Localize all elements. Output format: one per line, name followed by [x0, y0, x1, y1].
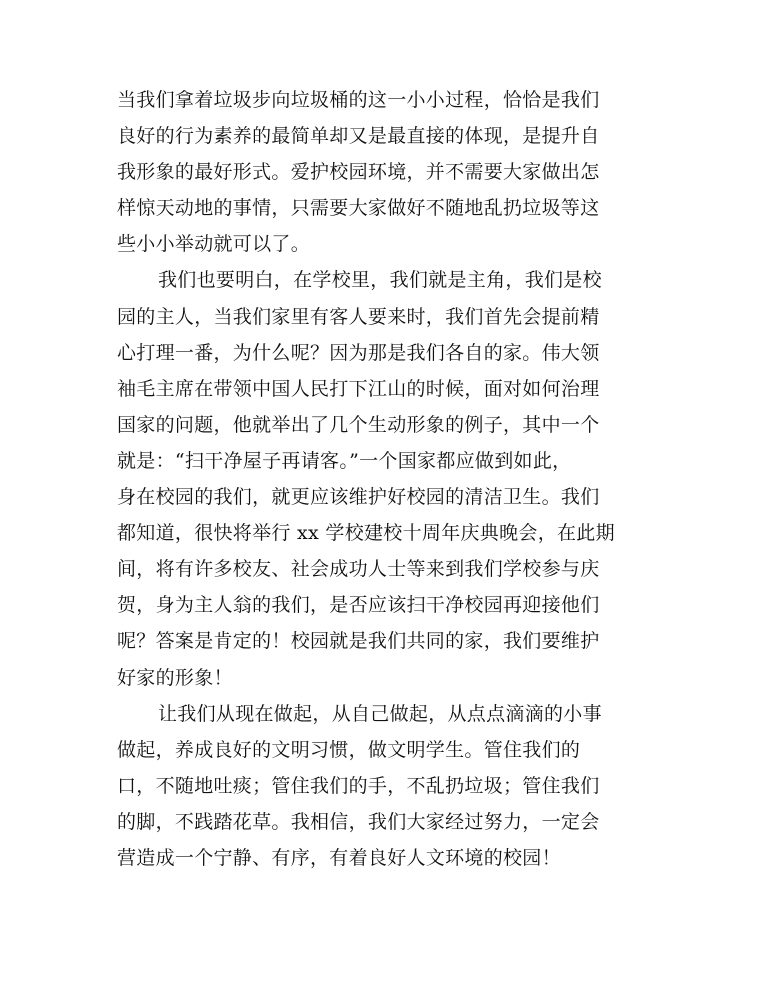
paragraph-1-line-2: 良好的行为素养的最简单却又是最直接的体现，是提升自 [117, 125, 600, 148]
paragraph-3-line-5: 营造成一个宁静、有序，有着良好人文环境的校园！ [117, 846, 561, 869]
paragraph-2-line-9: 间，将有许多校友、社会成功人士等来到我们学校参与庆 [117, 558, 600, 581]
paragraph-3-line-1: 让我们从现在做起，从自己做起，从点点滴滴的小事 [158, 702, 602, 725]
paragraph-3-line-2: 做起，养成良好的文明习惯，做文明学生。管住我们的 [117, 738, 581, 761]
paragraph-2-line-5: 国家的问题，他就举出了几个生动形象的例子，其中一个 [117, 413, 600, 436]
paragraph-1-line-1: 当我们拿着垃圾步向垃圾桶的这一小小过程，恰恰是我们 [117, 89, 600, 111]
paragraph-2-line-10: 贺，身为主人翁的我们，是否应该扫干净校园再迎接他们 [117, 594, 600, 617]
document-body [117, 82, 672, 876]
paragraph-2-line-3: 心打理一番，为什么呢？因为那是我们各自的家。伟大领 [117, 341, 600, 364]
paragraph-2-line-12: 好家的形象！ [117, 666, 233, 689]
paragraph-2-line-2: 园的主人，当我们家里有客人要来时，我们首先会提前精 [117, 305, 600, 328]
paragraph-2-line-11: 呢？答案是肯定的！校园就是我们共同的家，我们要维护 [117, 630, 600, 653]
paragraph-2-line-1: 我们也要明白，在学校里，我们就是主角，我们是校 [158, 269, 602, 292]
paragraph-1-line-5: 些小小举动就可以了。 [117, 233, 311, 256]
paragraph-3-line-3: 口，不随地吐痰；管住我们的手，不乱扔垃圾；管住我们 [117, 774, 600, 797]
paragraph-1-line-3: 我形象的最好形式。爱护校园环境，并不需要大家做出怎 [117, 161, 600, 184]
paragraph-2-line-7: 身在校园的我们，就更应该维护好校园的清洁卫生。我们 [117, 486, 600, 509]
paragraph-2-line-8: 都知道，很快将举行 xx 学校建校十周年庆典晚会，在此期 [117, 522, 615, 545]
paragraph-3-line-4: 的脚，不践踏花草。我相信，我们大家经过努力，一定会 [117, 810, 600, 833]
paragraph-2-line-6: 就是：“扫干净屋子再请客。”一个国家都应做到如此， [117, 449, 572, 472]
paragraph-1-line-4: 样惊天动地的事情，只需要大家做好不随地乱扔垃圾等这 [117, 197, 600, 220]
paragraph-2-line-4: 袖毛主席在带领中国人民打下江山的时候，面对如何治理 [117, 377, 600, 400]
